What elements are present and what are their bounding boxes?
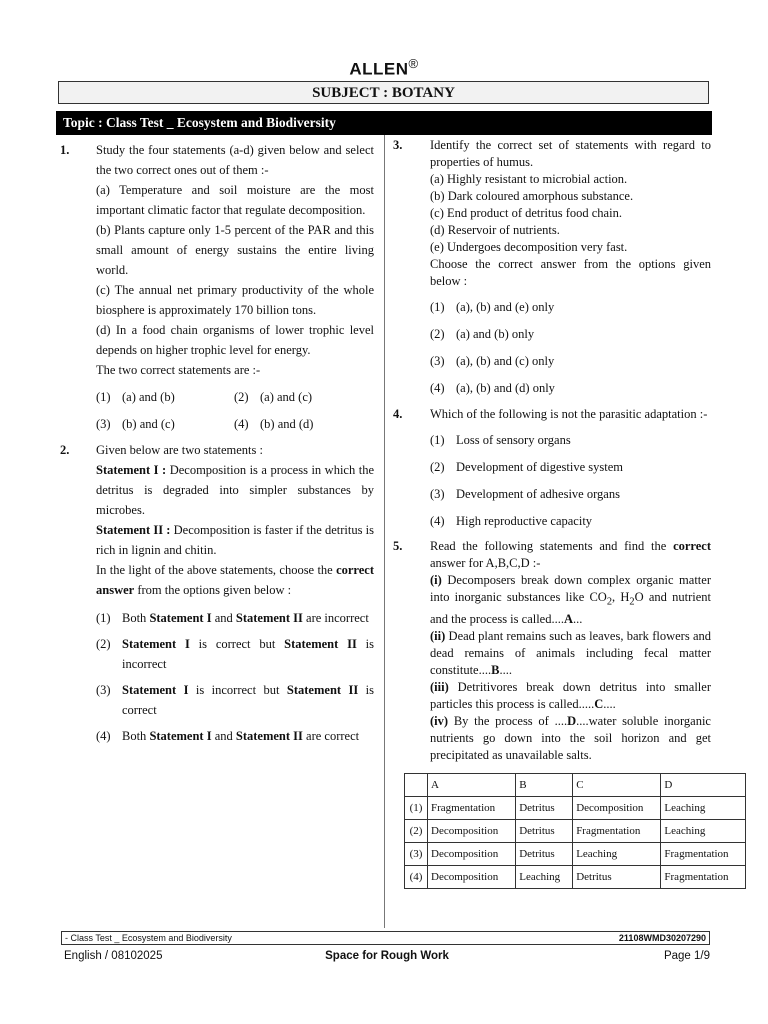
table-cell: Leaching <box>516 866 573 889</box>
option-1[interactable] <box>430 432 711 449</box>
option-1[interactable] <box>96 387 234 407</box>
option-number: (3) <box>96 683 111 697</box>
statement-label: (ii) <box>430 628 446 643</box>
options-row <box>96 387 374 407</box>
match-table <box>404 773 746 889</box>
statement-text: O and nutrient and the process is called.... <box>430 590 711 626</box>
right-column <box>393 137 711 764</box>
option-text: (a) and (c) <box>260 390 313 404</box>
table-cell: Fragmentation <box>661 843 746 866</box>
option-text: Both <box>122 611 150 625</box>
option-2[interactable] <box>430 459 711 476</box>
subscript: 2 <box>629 596 635 608</box>
options-row <box>96 414 374 434</box>
left-column <box>58 140 374 746</box>
option-text: Development of digestive system <box>456 460 623 474</box>
statement-b: (b) Plants capture only 1-5 percent of the PAR and this small amount of energy sustains the entire living world. <box>96 223 374 277</box>
table-row[interactable] <box>405 820 746 843</box>
footer-info-box <box>61 931 710 945</box>
table-cell: Detritus <box>573 866 661 889</box>
table-cell: Detritus <box>516 820 573 843</box>
question-stem: Identify the correct set of statements with regard to properties of humus. <box>430 138 711 169</box>
option-text: (a) and (b) <box>122 390 175 404</box>
option-text: and <box>211 611 236 625</box>
option-number: (4) <box>430 514 445 528</box>
option-text: is incorrect <box>122 637 374 671</box>
column-divider <box>384 135 385 928</box>
footer-language-date: English / 08102025 <box>64 950 163 962</box>
blank-label: C <box>594 696 604 711</box>
table-header-cell <box>405 774 428 797</box>
statement-text: Decomposers break down complex organic matter into inorganic substances like CO <box>430 573 711 604</box>
footer-page-number: Page 1/9 <box>663 950 710 962</box>
ask-bold: correct answer <box>96 563 374 597</box>
option-number: (4) <box>234 417 249 431</box>
statement-1 <box>96 460 374 520</box>
option-4[interactable] <box>96 726 374 746</box>
option-bold: Statement II <box>284 637 357 651</box>
table-cell: Detritus <box>516 843 573 866</box>
option-bold: Statement II <box>286 683 359 697</box>
stem-text: Read the following statements and find the <box>430 539 674 553</box>
statement-label: (i) <box>430 573 442 587</box>
stem-text: answer for A,B,C,D :- <box>430 556 541 570</box>
option-text: (a), (b) and (e) only <box>456 300 555 314</box>
option-number: (4) <box>96 729 111 743</box>
statement-text: .... <box>603 696 616 711</box>
statement-a: (a) Temperature and soil moisture are the most important climatic factor that regulate decomposition. <box>96 183 374 217</box>
question-2 <box>58 440 374 746</box>
ask-text: from the options given below : <box>134 583 292 597</box>
option-text: and <box>211 729 236 743</box>
option-4[interactable] <box>234 414 372 434</box>
option-text: Development of adhesive organs <box>456 487 620 501</box>
table-cell: Leaching <box>661 820 746 843</box>
option-bold: Statement I <box>149 729 212 743</box>
option-bold: Statement I <box>122 637 190 651</box>
option-number: (3) <box>430 354 445 368</box>
option-1[interactable] <box>430 299 711 316</box>
option-number: (2) <box>234 390 249 404</box>
statement-d: (d) In a food chain organisms of lower trophic level depends on higher trophic level for energy. <box>96 323 374 357</box>
option-2[interactable] <box>430 326 711 343</box>
table-cell: (2) <box>405 820 428 843</box>
question-number: 3. <box>393 138 403 152</box>
option-text: is correct but <box>189 637 285 651</box>
table-cell: Decomposition <box>428 843 516 866</box>
statement-label: (iii) <box>430 679 449 694</box>
table-cell: Fragmentation <box>428 797 516 820</box>
table-cell: (3) <box>405 843 428 866</box>
option-3[interactable] <box>96 414 234 434</box>
question-stem <box>430 538 711 572</box>
statement-c: (c) The annual net primary productivity of the whole biosphere is approximately 170 billion tons. <box>96 283 374 317</box>
statement-label: (iv) <box>430 713 449 728</box>
table-cell: (1) <box>405 797 428 820</box>
table-row[interactable] <box>405 843 746 866</box>
option-3[interactable] <box>430 486 711 503</box>
statement-e: (e) Undergoes decomposition very fast. <box>430 240 628 254</box>
option-text: High reproductive capacity <box>456 514 593 528</box>
question-stem: Study the four statements (a-d) given below and select the two correct ones out of them :- <box>96 143 374 177</box>
option-text: (a) and (b) only <box>456 327 535 341</box>
statement-label: Statement I : <box>96 463 167 477</box>
statement-ii <box>430 628 711 679</box>
option-number: (3) <box>96 417 111 431</box>
table-cell: Decomposition <box>428 820 516 843</box>
question-stem: Given below are two statements : <box>96 443 263 457</box>
option-text: is incorrect but <box>188 683 287 697</box>
table-cell: Leaching <box>661 797 746 820</box>
statement-label: Statement II : <box>96 523 171 537</box>
table-cell: Detritus <box>516 797 573 820</box>
option-text: are incorrect <box>302 611 369 625</box>
statement-iii <box>430 679 711 713</box>
blank-label: A <box>563 611 574 626</box>
question-number: 1. <box>60 143 70 157</box>
statement-text: Dead plant remains such as leaves, bark flowers and dead remains of animals including fecal matter constitute.... <box>430 628 711 677</box>
question-ask: Choose the correct answer from the options given below : <box>430 257 711 288</box>
table-header-row <box>405 774 746 797</box>
statement-text: Decomposition is a process in which the detritus is degraded into simpler substances by microbes. <box>96 463 374 517</box>
subscript: 2 <box>606 596 613 608</box>
option-bold: Statement I <box>149 611 212 625</box>
statement-b: (b) Dark coloured amorphous substance. <box>430 189 634 203</box>
option-number: (2) <box>430 460 445 474</box>
option-number: (4) <box>430 381 445 395</box>
question-number: 2. <box>60 443 70 457</box>
question-5 <box>393 538 711 764</box>
question-stem: Which of the following is not the parasitic adaptation :- <box>430 407 708 421</box>
question-1 <box>58 140 374 434</box>
option-4[interactable] <box>430 513 711 530</box>
option-text: Loss of sensory organs <box>456 433 571 447</box>
table-cell: (4) <box>405 866 428 889</box>
table-cell: Decomposition <box>428 866 516 889</box>
table-cell: Fragmentation <box>573 820 661 843</box>
option-2[interactable] <box>96 634 374 674</box>
option-text: are correct <box>302 729 360 743</box>
stem-bold: correct <box>673 539 711 553</box>
topic-bar: Topic : Class Test _ Ecosystem and Biodiversity <box>56 111 712 135</box>
statement-2 <box>96 520 374 560</box>
footer-rough-work: Space for Rough Work <box>325 950 449 962</box>
option-number: (1) <box>430 300 445 314</box>
option-bold: Statement II <box>235 729 303 743</box>
option-1[interactable] <box>96 608 374 628</box>
option-number: (1) <box>96 390 111 404</box>
footer-topic: - Class Test _ Ecosystem and Biodiversity <box>65 933 232 943</box>
statement-text: Decomposition is faster if the detritus is rich in lignin and chitin. <box>96 523 374 557</box>
statement-text: , H <box>612 590 630 604</box>
statement-a: (a) Highly resistant to microbial action. <box>430 172 628 186</box>
statement-i <box>430 572 711 628</box>
question-ask <box>96 560 374 600</box>
option-2[interactable] <box>234 387 372 407</box>
table-header-cell: C <box>573 774 661 797</box>
option-bold: Statement II <box>235 611 303 625</box>
brand-logo <box>0 56 768 80</box>
option-text: (b) and (d) <box>260 417 314 431</box>
statement-iv <box>430 713 711 764</box>
subject-heading: SUBJECT : BOTANY <box>58 81 709 104</box>
option-number: (1) <box>96 611 111 625</box>
statement-text: Detritivores break down detritus into smaller particles this process is called..... <box>430 679 711 711</box>
question-number: 5. <box>393 539 403 553</box>
question-number: 4. <box>393 407 403 421</box>
option-number: (1) <box>430 433 445 447</box>
statement-text: ....water soluble inorganic nutrients go down into the soil horizon and get precipitated as unavailable salts. <box>430 713 711 762</box>
table-cell: Leaching <box>573 843 661 866</box>
table-cell: Fragmentation <box>661 866 746 889</box>
statement-d: (d) Reservoir of nutrients. <box>430 223 560 237</box>
table-header-cell: A <box>428 774 516 797</box>
table-cell: Decomposition <box>573 797 661 820</box>
brand-name: ALLEN <box>349 59 409 79</box>
option-text: Both <box>122 729 150 743</box>
question-3 <box>393 137 711 397</box>
option-3[interactable] <box>430 353 711 370</box>
table-row[interactable] <box>405 797 746 820</box>
option-4[interactable] <box>430 380 711 397</box>
option-3[interactable] <box>96 680 374 720</box>
table-header-cell: D <box>661 774 746 797</box>
blank-label: B <box>491 662 500 677</box>
table-row[interactable] <box>405 866 746 889</box>
question-ask: The two correct statements are :- <box>96 363 261 377</box>
option-number: (2) <box>96 637 111 651</box>
table-header-cell: B <box>516 774 573 797</box>
ask-text: In the light of the above statements, choose the <box>96 563 337 577</box>
question-4 <box>393 406 711 530</box>
statement-text: By the process of .... <box>448 713 568 728</box>
option-text: (a), (b) and (c) only <box>456 354 555 368</box>
statement-text: .... <box>499 662 512 677</box>
option-text: (a), (b) and (d) only <box>456 381 555 395</box>
blank-label: D <box>567 713 577 728</box>
option-number: (2) <box>430 327 445 341</box>
option-text: (b) and (c) <box>122 417 175 431</box>
footer-paper-code: 21108WMD30207290 <box>618 933 706 943</box>
option-number: (3) <box>430 487 445 501</box>
option-bold: Statement I <box>122 683 189 697</box>
statement-c: (c) End product of detritus food chain. <box>430 206 622 220</box>
option-text: is correct <box>122 683 374 717</box>
registered-mark: ® <box>408 56 419 71</box>
statement-text: ... <box>573 611 583 626</box>
